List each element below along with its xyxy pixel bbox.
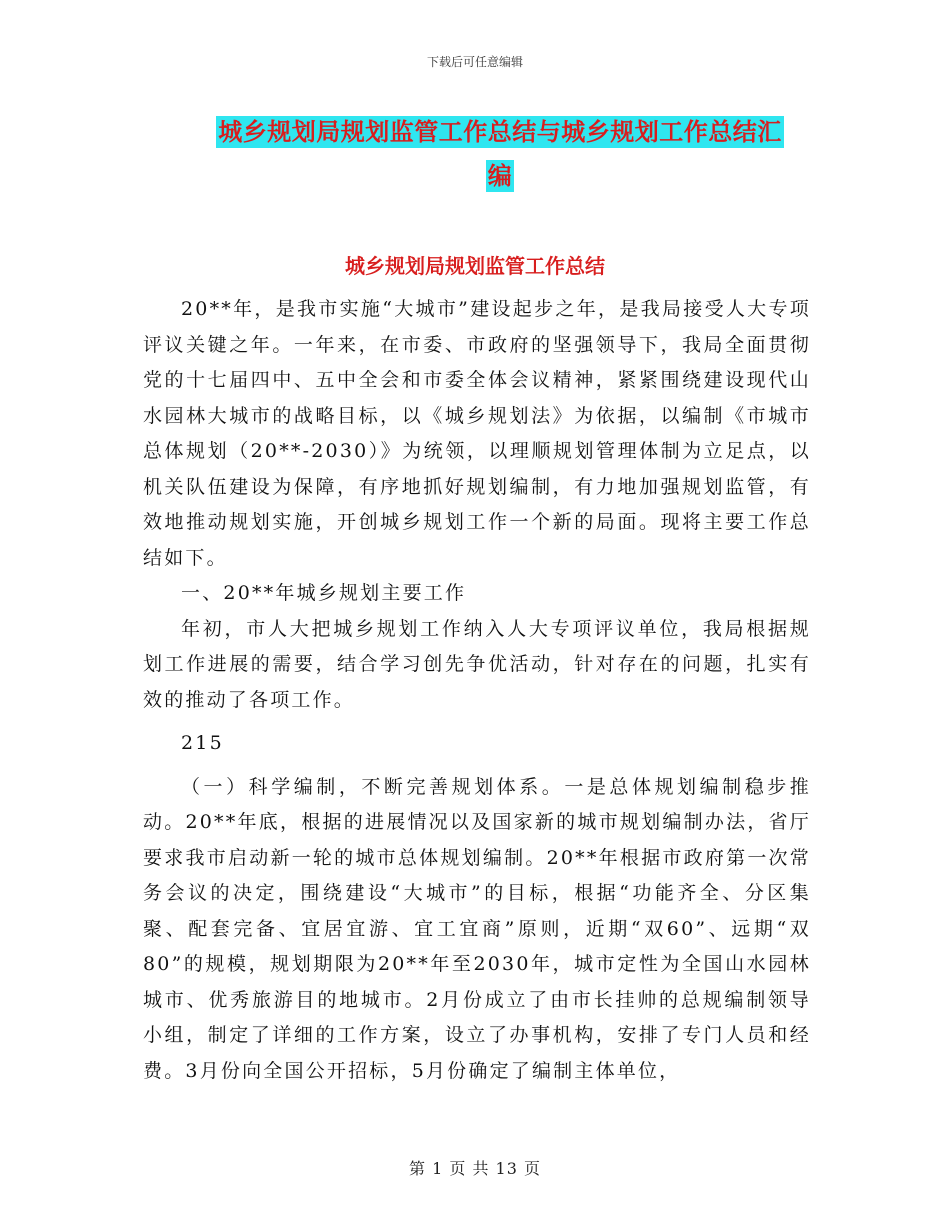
page-header-note: 下载后可任意编辑: [426, 55, 523, 69]
document-title-line-2: 编: [487, 162, 513, 190]
document-body: [143, 292, 811, 1089]
section-title: 城乡规划局规划监管工作总结: [345, 254, 605, 278]
paragraph-section-1: （一）科学编制，不断完善规划体系。一是总体规划编制稳步推动。20**年底，根据的进展情况以及国家新的城市规划编制办法，省厅要求我市启动新一轮的城市总体规划编制。20**年根据市政府第一次常务会议的决定，围绕建设“大城市”的目标，根据“功能齐全、分区集聚、配套完备、宜居宜游、宜工宜商”原则，近期“双60”、远期“双80”的规模，规划期限为20**年至2030年，城市定性为全国山水园林城市、优秀旅游目的地城市。2月份成立了由市长挂帅的总规编制领导小组，制定了详细的工作方案，设立了办事机构，安排了专门人员和经费。3月份向全国公开招标，5月份确定了编制主体单位，: [143, 775, 811, 1082]
paragraph-intro: 20**年，是我市实施“大城市”建设起步之年，是我局接受人大专项评议关键之年。一年来，在市委、市政府的坚强领导下，我局全面贯彻党的十七届四中、五中全会和市委全体会议精神，紧紧围绕建设现代山水园林大城市的战略目标，以《城乡规划法》为依据，以编制《市城市总体规划（20**-2030）》为统领，以理顺规划管理体制为立足点，以机关队伍建设为保障，有序地抓好规划编制，有力地加强规划监管，有效地推动规划实施，开创城乡规划工作一个新的局面。现将主要工作总结如下。: [143, 298, 811, 569]
paragraph-page-number-inline: 215: [181, 732, 224, 754]
paragraph-heading-1: 一、20**年城乡规划主要工作: [181, 582, 467, 604]
paragraph-overview: 年初，市人大把城乡规划工作纳入人大专项评议单位，我局根据规划工作进展的需要，结合学习创先争优活动，针对存在的问题，扎实有效的推动了各项工作。: [143, 617, 811, 711]
document-title-line-1: 城乡规划局规划监管工作总结与城乡规划工作总结汇: [218, 118, 782, 146]
page-footer: 第 1 页 共 13 页: [409, 1159, 541, 1178]
document-title: [190, 110, 810, 198]
